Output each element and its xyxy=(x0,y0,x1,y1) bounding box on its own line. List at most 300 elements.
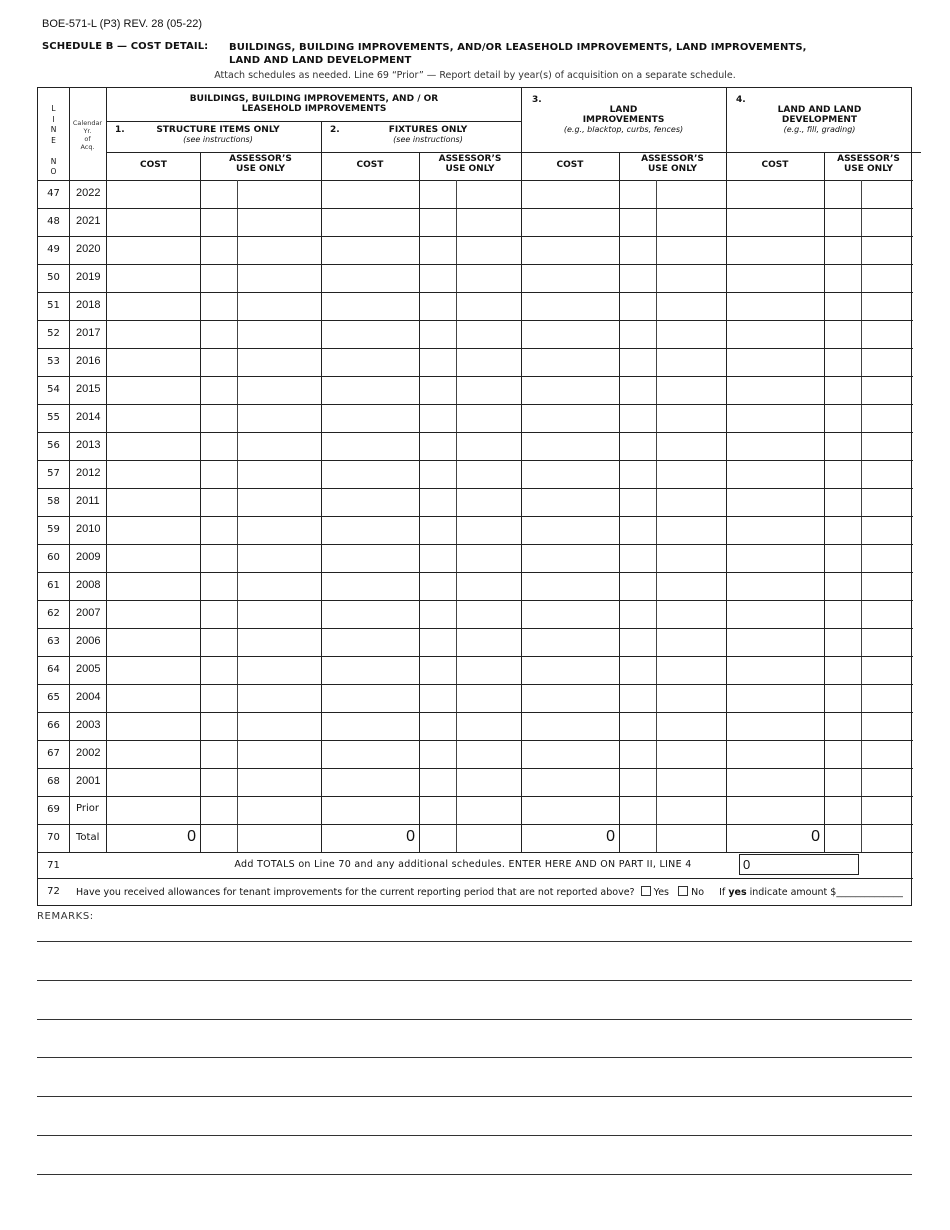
cost-input-col2[interactable] xyxy=(321,488,419,516)
yes-emphasis: yes xyxy=(728,887,747,898)
schedule-label: SCHEDULE B — COST DETAIL: xyxy=(42,41,209,52)
assessor-use-cell xyxy=(419,320,456,348)
cost-input-col3[interactable] xyxy=(521,796,619,824)
acquisition-year: 2017 xyxy=(76,327,101,339)
cost-input-col1[interactable] xyxy=(107,292,200,320)
cost-input-col4[interactable] xyxy=(726,404,824,432)
col4-subtitle: (e.g., fill, grading) xyxy=(783,125,856,134)
assessor-use-cell xyxy=(619,376,656,404)
row-rule-71 xyxy=(38,852,913,853)
acquisition-year: 2021 xyxy=(76,215,101,227)
cost-input-col1[interactable] xyxy=(107,460,200,488)
calendar-year-header-line: of xyxy=(84,135,91,143)
line-number: 60 xyxy=(47,552,60,563)
assessor-use-cell xyxy=(619,628,656,656)
assessor-use-cell xyxy=(419,768,456,796)
cost-input-col2[interactable] xyxy=(321,656,419,684)
cost-detail-table xyxy=(37,87,912,906)
cost-input-col1[interactable] xyxy=(107,740,200,768)
cost-input-col3[interactable] xyxy=(521,684,619,712)
assessor-use-cell xyxy=(824,544,861,572)
assessor-use-cell xyxy=(200,712,237,740)
col3-subtitle: (e.g., blacktop, curbs, fences) xyxy=(563,125,684,134)
assessor-use-cell xyxy=(419,656,456,684)
assessor-use-cell xyxy=(824,376,861,404)
line-no-letter: O xyxy=(50,167,57,176)
cost-input-col3[interactable] xyxy=(521,768,619,796)
calendar-year-header-line: Calendar xyxy=(72,119,103,127)
assessor-use-cell xyxy=(200,600,237,628)
col4-title-line1: LAND AND LAND xyxy=(777,105,862,115)
cost-input-col3[interactable] xyxy=(521,180,619,208)
assessor-use-cell xyxy=(200,740,237,768)
acquisition-year: 2011 xyxy=(76,495,100,507)
assessor-use-cell xyxy=(824,320,861,348)
cost-input-col1[interactable] xyxy=(107,404,200,432)
col4-title-line2: DEVELOPMENT xyxy=(781,115,858,125)
yes-label: Yes xyxy=(653,887,669,898)
acquisition-year: 2014 xyxy=(76,411,101,423)
assessor-use-cell xyxy=(200,376,237,404)
remarks-line[interactable] xyxy=(37,1057,912,1058)
assessor-use-cell xyxy=(200,292,237,320)
yes-checkbox[interactable] xyxy=(641,886,651,896)
cost-input-col4[interactable] xyxy=(726,768,824,796)
col3-title-line1: LAND xyxy=(609,105,638,115)
cost-input-col3[interactable] xyxy=(521,656,619,684)
row-rule-total xyxy=(38,824,913,825)
line-number: 50 xyxy=(47,272,60,283)
assessor-use-cell xyxy=(419,376,456,404)
assessor-use-cell xyxy=(619,544,656,572)
cost-header-4: COST xyxy=(761,160,789,170)
cost-input-col1[interactable] xyxy=(107,712,200,740)
assessor-use-cell xyxy=(419,600,456,628)
total-value-col1[interactable]: 0 xyxy=(187,828,196,845)
line-number: 67 xyxy=(47,748,60,759)
cost-input-col2[interactable] xyxy=(321,292,419,320)
assessor-use-cell xyxy=(419,348,456,376)
cost-input-col2[interactable] xyxy=(321,740,419,768)
cost-input-col4[interactable] xyxy=(726,432,824,460)
cost-input-col3[interactable] xyxy=(521,376,619,404)
col2-number: 2. xyxy=(330,125,340,135)
cost-input-col2[interactable] xyxy=(321,236,419,264)
assessor-use-cell xyxy=(619,404,656,432)
col1-title: STRUCTURE ITEMS ONLY xyxy=(156,125,280,135)
cost-input-col3[interactable] xyxy=(521,264,619,292)
assessor-use-cell xyxy=(200,796,237,824)
line-number: 59 xyxy=(47,524,60,535)
row-rule-72 xyxy=(38,878,913,879)
assessor-use-cell xyxy=(419,208,456,236)
line-no-letter: N xyxy=(50,125,57,134)
cost-input-col3[interactable] xyxy=(521,404,619,432)
assessor-use-cell xyxy=(419,628,456,656)
cost-input-col4[interactable] xyxy=(726,684,824,712)
acquisition-year: 2010 xyxy=(76,523,101,535)
assessor-use-cell xyxy=(200,180,237,208)
acquisition-year: 2020 xyxy=(76,243,101,255)
calendar-year-header-line: Acq. xyxy=(80,143,95,151)
assessor-use-cell xyxy=(824,404,861,432)
cost-input-col2[interactable] xyxy=(321,628,419,656)
cost-input-col3[interactable] xyxy=(521,740,619,768)
line-number: 69 xyxy=(47,804,60,815)
remarks-label: REMARKS: xyxy=(37,911,94,922)
acquisition-year: 2016 xyxy=(76,355,101,367)
cost-input-col1[interactable] xyxy=(107,348,200,376)
assessor-use-cell xyxy=(619,236,656,264)
col1-number: 1. xyxy=(115,125,125,135)
assessor-header-4-b: USE ONLY xyxy=(843,164,894,174)
acquisition-year: 2005 xyxy=(76,663,101,675)
cost-input-col1[interactable] xyxy=(107,376,200,404)
acquisition-year: 2013 xyxy=(76,439,101,451)
cost-header-1: COST xyxy=(140,160,167,170)
assessor-use-cell xyxy=(200,768,237,796)
cost-input-col3[interactable] xyxy=(521,432,619,460)
line-number-total: 70 xyxy=(47,832,60,843)
col1-subtitle: (see instructions) xyxy=(183,135,253,144)
total-value-col2[interactable]: 0 xyxy=(406,828,415,845)
assessor-use-cell xyxy=(824,628,861,656)
cost-input-col2[interactable] xyxy=(321,320,419,348)
assessor-use-cell xyxy=(824,488,861,516)
line-number: 66 xyxy=(47,720,60,731)
header-rule-sub xyxy=(107,152,921,153)
cost-input-col1[interactable] xyxy=(107,628,200,656)
cost-input-col2[interactable] xyxy=(321,796,419,824)
assessor-use-cell xyxy=(419,404,456,432)
cost-input-col2[interactable] xyxy=(321,544,419,572)
assessor-use-cell xyxy=(619,488,656,516)
assessor-use-cell xyxy=(419,432,456,460)
assessor-use-cell xyxy=(619,656,656,684)
acquisition-year: 2012 xyxy=(76,467,101,479)
col3-title-line2: IMPROVEMENTS xyxy=(582,115,665,125)
assessor-use-cell xyxy=(824,516,861,544)
remarks-line[interactable] xyxy=(37,1174,912,1175)
acquisition-year: Prior xyxy=(76,803,99,814)
assessor-use-cell xyxy=(824,236,861,264)
line-no-letter xyxy=(38,146,69,157)
cost-input-col4[interactable] xyxy=(726,180,824,208)
assessor-use-cell xyxy=(419,236,456,264)
assessor-use-cell xyxy=(824,432,861,460)
calendar-year-header-line: Yr. xyxy=(83,127,92,135)
line-no-letter: E xyxy=(51,135,56,145)
assessor-use-cell xyxy=(619,264,656,292)
col3-number: 3. xyxy=(532,95,542,105)
cost-input-col4[interactable] xyxy=(726,348,824,376)
cost-input-col1[interactable] xyxy=(107,208,200,236)
cost-input-col3[interactable] xyxy=(521,572,619,600)
acquisition-year: 2015 xyxy=(76,383,101,395)
allowance-amount-blank[interactable]: ______________ xyxy=(836,887,903,898)
line-number: 48 xyxy=(47,216,60,227)
line-number: 68 xyxy=(47,776,60,787)
cost-input-col1[interactable] xyxy=(107,544,200,572)
cost-input-col2[interactable] xyxy=(321,684,419,712)
assessor-use-cell xyxy=(200,572,237,600)
cost-input-col1[interactable] xyxy=(107,432,200,460)
assessor-use-cell xyxy=(619,460,656,488)
line-number-71: 71 xyxy=(47,860,60,871)
assessor-header-4: ASSESSOR’S xyxy=(837,154,900,164)
assessor-use-cell xyxy=(419,684,456,712)
cost-input-col2[interactable] xyxy=(321,572,419,600)
calendar-year-header xyxy=(69,119,106,151)
grand-total-field[interactable]: 0 xyxy=(739,854,859,875)
cost-input-col3[interactable] xyxy=(521,292,619,320)
no-label: No xyxy=(691,887,705,898)
col2-subtitle: (see instructions) xyxy=(393,135,463,144)
cost-input-col3[interactable] xyxy=(521,208,619,236)
cost-header-3: COST xyxy=(556,160,584,170)
total-label: Total xyxy=(76,832,100,843)
assessor-use-cell xyxy=(824,684,861,712)
assessor-use-cell xyxy=(824,768,861,796)
schedule-title-line1: BUILDINGS, BUILDING IMPROVEMENTS, AND/OR LEASEHOLD IMPROVEMENTS, LAND IMPROVEMENTS, xyxy=(229,42,807,53)
assessor-use-cell xyxy=(419,292,456,320)
assessor-use-cell xyxy=(200,460,237,488)
cost-input-col2[interactable] xyxy=(321,404,419,432)
assessor-use-cell xyxy=(619,516,656,544)
line-number: 63 xyxy=(47,636,60,647)
cost-input-col3[interactable] xyxy=(521,600,619,628)
line-number: 53 xyxy=(47,356,60,367)
cost-input-col4[interactable] xyxy=(726,572,824,600)
cost-input-col2[interactable] xyxy=(321,208,419,236)
assessor-use-cell xyxy=(200,488,237,516)
line-number-72: 72 xyxy=(47,886,60,897)
cost-input-col3[interactable] xyxy=(521,628,619,656)
cost-input-col4[interactable] xyxy=(726,320,824,348)
cost-input-col2[interactable] xyxy=(321,768,419,796)
cost-input-col2[interactable] xyxy=(321,460,419,488)
line-number: 57 xyxy=(47,468,60,479)
cost-input-col1[interactable] xyxy=(107,684,200,712)
assessor-use-cell xyxy=(824,712,861,740)
assessor-use-cell xyxy=(619,320,656,348)
assessor-header-2: ASSESSOR’S xyxy=(438,154,502,164)
group-title-line1: BUILDINGS, BUILDING IMPROVEMENTS, AND / OR xyxy=(189,94,439,104)
line-no-letter: L xyxy=(51,104,56,113)
cost-input-col4[interactable] xyxy=(726,796,824,824)
assessor-use-cell xyxy=(824,572,861,600)
assessor-use-cell xyxy=(619,712,656,740)
cost-input-col3[interactable] xyxy=(521,236,619,264)
cost-input-col3[interactable] xyxy=(521,460,619,488)
assessor-use-cell xyxy=(200,236,237,264)
cost-input-col1[interactable] xyxy=(107,768,200,796)
line-number: 58 xyxy=(47,496,60,507)
indicate-amount-text: indicate amount $ xyxy=(749,887,837,898)
assessor-use-cell xyxy=(619,768,656,796)
assessor-header-3-b: USE ONLY xyxy=(647,164,698,174)
assessor-use-cell xyxy=(824,180,861,208)
assessor-use-cell xyxy=(619,432,656,460)
cost-input-col2[interactable] xyxy=(321,516,419,544)
assessor-header-1: ASSESSOR’S xyxy=(229,154,292,164)
line-number: 61 xyxy=(47,580,60,591)
no-checkbox[interactable] xyxy=(678,886,688,896)
form-id: BOE-571-L (P3) REV. 28 (05-22) xyxy=(42,18,202,30)
cost-input-col4[interactable] xyxy=(726,656,824,684)
cost-input-col1[interactable] xyxy=(107,572,200,600)
cost-input-col2[interactable] xyxy=(321,376,419,404)
assessor-use-cell xyxy=(200,348,237,376)
cost-input-col2[interactable] xyxy=(321,348,419,376)
cost-header-2: COST xyxy=(356,160,384,170)
total-value-col4[interactable]: 0 xyxy=(811,828,820,845)
assessor-header-1-b: USE ONLY xyxy=(235,164,286,174)
assessor-use-cell xyxy=(200,628,237,656)
assessor-use-cell xyxy=(824,264,861,292)
cost-input-col2[interactable] xyxy=(321,712,419,740)
assessor-use-cell xyxy=(419,740,456,768)
assessor-use-cell xyxy=(200,656,237,684)
assessor-use-cell xyxy=(619,180,656,208)
cost-input-col3[interactable] xyxy=(521,544,619,572)
question-text: Have you received allowances for tenant improvements for the current reporting period that are not reported above? xyxy=(76,887,635,898)
line-number: 62 xyxy=(47,608,60,619)
cost-input-col1[interactable] xyxy=(107,264,200,292)
assessor-use-cell xyxy=(824,292,861,320)
assessor-header-3: ASSESSOR’S xyxy=(641,154,704,164)
assessor-use-cell xyxy=(619,684,656,712)
group-title-line2: LEASEHOLD IMPROVEMENTS xyxy=(241,104,387,114)
remarks-line[interactable] xyxy=(37,1096,912,1097)
col2-title: FIXTURES ONLY xyxy=(388,125,468,135)
tenant-allowance-question xyxy=(76,886,903,898)
cost-input-col1[interactable] xyxy=(107,488,200,516)
assessor-use-cell xyxy=(419,488,456,516)
assessor-use-cell xyxy=(419,712,456,740)
cost-input-col3[interactable] xyxy=(521,320,619,348)
assessor-use-cell xyxy=(200,432,237,460)
cost-input-col3[interactable] xyxy=(521,348,619,376)
line-number: 65 xyxy=(47,692,60,703)
acquisition-year: 2009 xyxy=(76,551,101,563)
assessor-use-cell xyxy=(200,684,237,712)
cost-input-col4[interactable] xyxy=(726,376,824,404)
acquisition-year: 2001 xyxy=(76,775,101,787)
header-rule-group xyxy=(107,121,521,122)
line-number: 64 xyxy=(47,664,60,675)
assessor-use-cell xyxy=(824,796,861,824)
cost-input-col4[interactable] xyxy=(726,516,824,544)
cost-input-col1[interactable] xyxy=(107,320,200,348)
cost-input-col2[interactable] xyxy=(321,264,419,292)
assessor-use-cell xyxy=(619,600,656,628)
line-number: 47 xyxy=(47,188,60,199)
grand-total-instruction: Add TOTALS on Line 70 and any additional schedules. ENTER HERE AND ON PART II, LINE 4 xyxy=(234,859,692,870)
assessor-use-cell xyxy=(824,600,861,628)
assessor-header-2-b: USE ONLY xyxy=(445,164,495,174)
line-no-letter: N xyxy=(50,156,57,166)
cost-input-col2[interactable] xyxy=(321,180,419,208)
remarks-line[interactable] xyxy=(37,980,912,981)
remarks-line[interactable] xyxy=(37,941,912,942)
cost-input-col4[interactable] xyxy=(726,600,824,628)
assessor-use-cell xyxy=(824,656,861,684)
attach-note: Attach schedules as needed. Line 69 “Prior” — Report detail by year(s) of acquisition on a separate schedule. xyxy=(214,70,736,81)
cost-input-col4[interactable] xyxy=(726,208,824,236)
cost-input-col4[interactable] xyxy=(726,488,824,516)
assessor-use-cell xyxy=(200,404,237,432)
cost-input-col4[interactable] xyxy=(726,712,824,740)
assessor-use-cell xyxy=(619,292,656,320)
line-number: 56 xyxy=(47,440,60,451)
acquisition-year: 2018 xyxy=(76,299,101,311)
cost-input-col1[interactable] xyxy=(107,236,200,264)
remarks-line[interactable] xyxy=(37,1019,912,1020)
cost-input-col1[interactable] xyxy=(107,656,200,684)
cost-input-col4[interactable] xyxy=(726,292,824,320)
line-number: 52 xyxy=(47,328,60,339)
assessor-use-cell xyxy=(200,320,237,348)
assessor-use-cell xyxy=(619,572,656,600)
assessor-use-cell xyxy=(419,516,456,544)
assessor-use-cell xyxy=(419,180,456,208)
cost-input-col3[interactable] xyxy=(521,516,619,544)
cost-input-col3[interactable] xyxy=(521,488,619,516)
cost-input-col1[interactable] xyxy=(107,600,200,628)
cost-input-col4[interactable] xyxy=(726,544,824,572)
cost-input-col2[interactable] xyxy=(321,600,419,628)
assessor-use-cell xyxy=(824,208,861,236)
cost-input-col1[interactable] xyxy=(107,516,200,544)
assessor-use-cell xyxy=(619,348,656,376)
assessor-use-cell xyxy=(419,572,456,600)
if-text: If xyxy=(719,887,726,898)
remarks-line[interactable] xyxy=(37,1135,912,1136)
line-no-letter: I xyxy=(52,114,55,124)
cost-input-col3[interactable] xyxy=(521,712,619,740)
line-number: 51 xyxy=(47,300,60,311)
cost-input-col4[interactable] xyxy=(726,264,824,292)
cost-input-col1[interactable] xyxy=(107,796,200,824)
cost-input-col4[interactable] xyxy=(726,236,824,264)
cost-input-col4[interactable] xyxy=(726,740,824,768)
line-number: 54 xyxy=(47,384,60,395)
cost-input-col1[interactable] xyxy=(107,180,200,208)
assessor-use-cell xyxy=(200,264,237,292)
acquisition-year: 2022 xyxy=(76,187,101,199)
assessor-use-cell xyxy=(419,460,456,488)
acquisition-year: 2002 xyxy=(76,747,101,759)
assessor-use-cell xyxy=(619,796,656,824)
assessor-use-cell xyxy=(619,740,656,768)
col4-number: 4. xyxy=(736,95,746,105)
line-number: 55 xyxy=(47,412,60,423)
assessor-use-cell xyxy=(419,264,456,292)
assessor-use-cell xyxy=(824,348,861,376)
assessor-use-cell xyxy=(419,796,456,824)
assessor-use-cell xyxy=(619,208,656,236)
total-value-col3[interactable]: 0 xyxy=(606,828,615,845)
assessor-use-cell xyxy=(824,740,861,768)
assessor-use-cell xyxy=(200,208,237,236)
cost-input-col4[interactable] xyxy=(726,628,824,656)
cost-input-col2[interactable] xyxy=(321,432,419,460)
line-no-header xyxy=(38,104,69,178)
cost-input-col4[interactable] xyxy=(726,460,824,488)
acquisition-year: 2004 xyxy=(76,691,101,703)
acquisition-year: 2008 xyxy=(76,579,101,591)
